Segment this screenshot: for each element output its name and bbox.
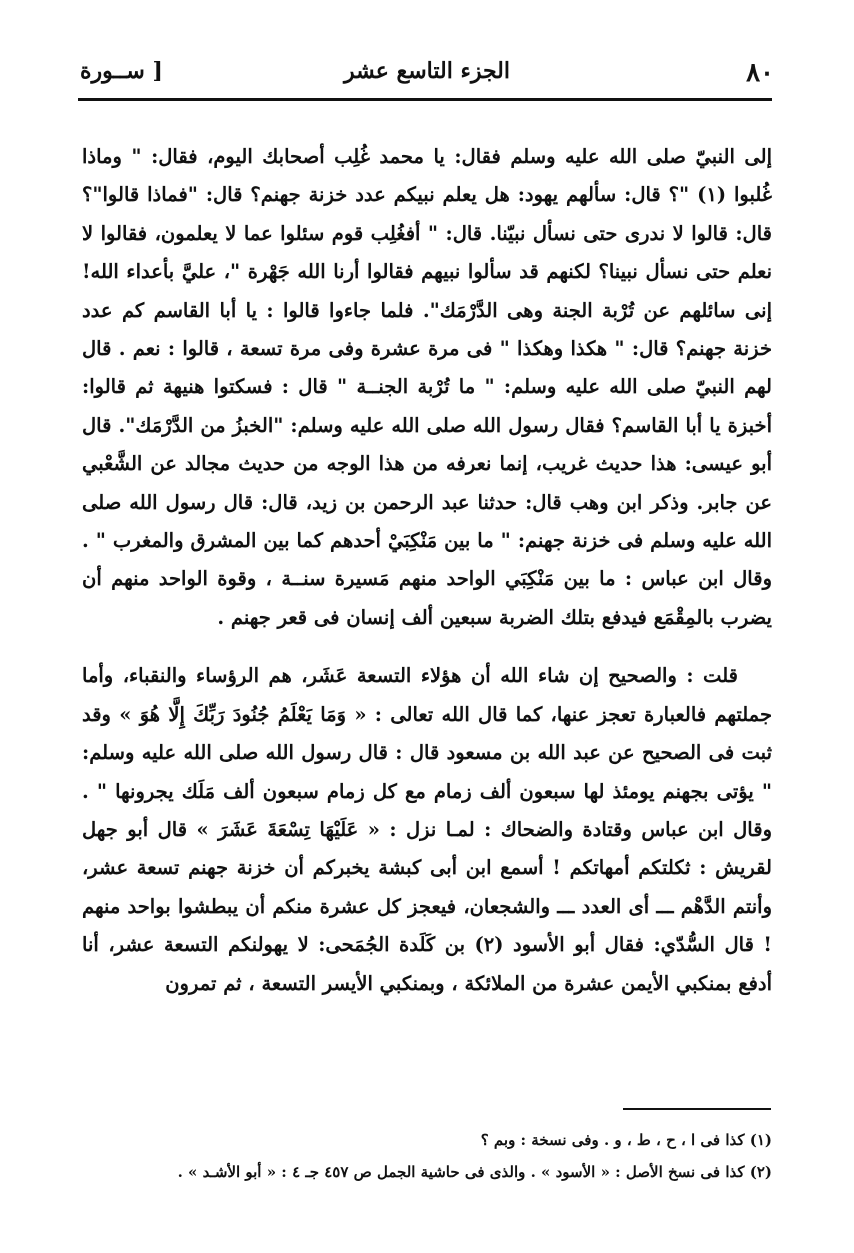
paragraph: قلت : والصحيح إن شاء الله أن هؤلاء التسعة عَشَر، هم الرؤساء والنقباء، وأما جملتهم فالعبارة تعجز عنها، كما قال الله تعالى : « وَمَا يَعْلَمُ جُنُودَ رَبِّكَ إِلَّا هُوَ » وقد ثبت فى الصحيح عن عبد الله بن مسعود قال : قال رسول الله صلى الله عليه وسلم: " يؤتى بجهنم يومئذ لها سبعون ألف زمام مع كل زمام سبعون ألف مَلَك يجرونها " . وقال ابن عباس وقتادة والضحاك : لمـا نزل : « عَلَيْهَا تِسْعَةَ عَشَرَ » قال أبو جهل لقريش : ثكلتكم أمهاتكم ! أسمع ابن أبى كبشة يخبركم أن خزنة جهنم تسعة عشر، وأنتم الدَّهْم ـــ أى العدد ـــ والشجعان، فيعجز كل عشرة منكم أن يبطشوا بواحد منهم ! قال السُّدّي: فقال أبو الأسود (٢) بن كَلَدة الجُمَحى: لا يهولنكم التسعة عشر، أنا أدفع بمنكبي الأيمن عشرة من الملائكة ، وبمنكبي الأيسر التسعة ، ثم تمرون xyxy=(82,664,772,995)
footnote: (١) كذا فى ا ، ح ، ط ، و . وفى نسخة : وبم ؟ xyxy=(480,1131,772,1149)
running-title: الجزء التاسع عشر xyxy=(343,58,510,84)
footnote: (٢) كذا فى نسخ الأصل : « الأسود » . والذى فى حاشية الجمل ص ٤٥٧ جـ ٤ : « أبو الأشـد » . xyxy=(177,1163,772,1181)
header-rule xyxy=(78,98,772,101)
surah-label: [ ســورة xyxy=(80,58,163,84)
main-text xyxy=(82,138,772,1003)
footnotes xyxy=(82,1124,772,1188)
page-number: ٨٠ xyxy=(746,58,774,88)
footnote-rule xyxy=(623,1108,771,1110)
page-header xyxy=(80,54,774,94)
paragraph: إلى النبيّ صلى الله عليه وسلم فقال: يا محمد غُلِب أصحابك اليوم، فقال: " وماذا غُلبوا (١) "؟ قال: سألهم يهود: هل يعلم نبيكم عدد خزنة جهنم؟ قال: "فماذا قالوا"؟ قال: قالوا لا ندرى حتى نسأل نبيّنا. قال: " أفغُلِب قوم سئلوا عما لا يعلمون، فقالوا لا نعلم حتى نسأل نبينا؟ لكنهم قد سألوا نبيهم فقالوا أرنا الله جَهْرة "، عليَّ بأعداء الله! إنى سائلهم عن تُرْبة الجنة وهى الدَّرْمَك". فلما جاءوا قالوا : يا أبا القاسم كم عدد خزنة جهنم؟ قال: " هكذا وهكذا " فى مرة عشرة وفى مرة تسعة ، قالوا : نعم . قال لهم النبيّ صلى الله عليه وسلم: " ما تُرْبة الجنــة " قال : فسكتوا هنيهة ثم قالوا: أخبزة يا أبا القاسم؟ فقال رسول الله صلى الله عليه وسلم: "الخبزُ من الدَّرْمَك". قال أبو عيسى: هذا حديث غريب، إنما نعرفه من هذا الوجه من حديث مجالد عن الشَّعْبي عن جابر. وذكر ابن وهب قال: حدثنا عبد الرحمن بن زيد، قال: قال رسول الله صلى الله عليه وسلم فى خزنة جهنم: " ما بين مَنْكِبَيْ أحدهم كما بين المشرق والمغرب " . وقال ابن عباس : ما بين مَنْكِبَي الواحد منهم مَسيرة سنــة ، وقوة الواحد منهم أن يضرب بالمِقْمَع فيدفع بتلك الضربة سبعين ألف إنسان فى قعر جهنم . xyxy=(82,145,773,629)
